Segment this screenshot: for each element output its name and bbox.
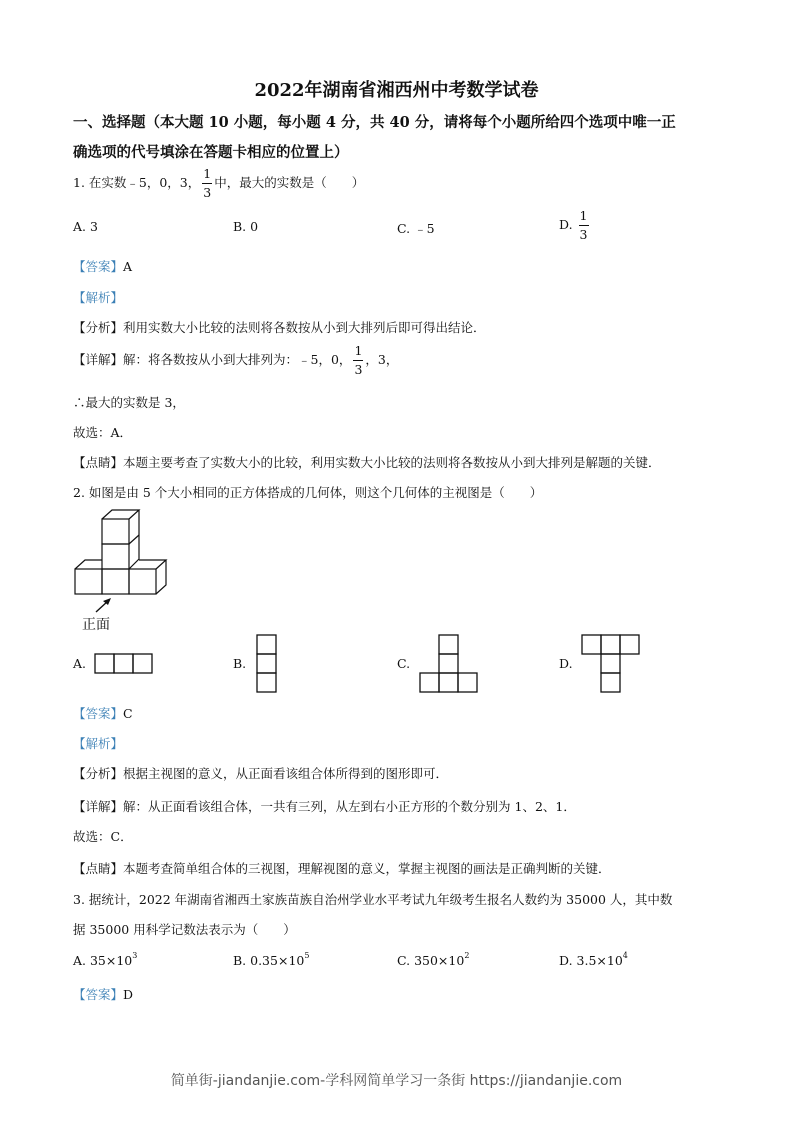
- q1-stem-text-after: 中，最大的实数是（ ）: [214, 175, 365, 190]
- q2-option-c-figure: [419, 634, 481, 696]
- q2-option-a-figure: [94, 653, 156, 675]
- q1-option-c: C. ﹣5: [397, 221, 435, 236]
- q3-option-d: D. $3.5\times 10^4$: [559, 951, 628, 968]
- q2-option-d-label: D.: [559, 656, 573, 671]
- q1-fenxi: 【分析】利用实数大小比较的法则将各数按从小到大排列后即可得出结论．: [73, 320, 486, 335]
- section-heading-line1: 一、选择题（本大题 10 小题，每小题 4 分，共 40 分，请将每个小题所给四个选项中唯一正: [73, 114, 676, 131]
- footer-watermark: 简单街-jiandanjie.com-学科网简单学习一条街 https://jiandanjie.com: [170, 1073, 623, 1089]
- page-title: 2022年湖南省湘西州中考数学试卷: [254, 80, 539, 101]
- q2-option-b-figure: [256, 634, 280, 696]
- q1-choice: 故选：A．: [73, 425, 133, 440]
- q2-analysis-label: 【解析】: [73, 736, 124, 751]
- q2-option-d-figure: [581, 634, 643, 696]
- q2-stem: 2. 如图是由 5 个大小相同的正方体搭成的几何体，则这个几何体的主视图是（ ）: [73, 485, 543, 500]
- cube-figure: [70, 505, 180, 615]
- q2-option-b-label: B.: [233, 656, 247, 671]
- q3-answer: 【答案】D: [73, 987, 134, 1002]
- section-heading-line2: 确选项的代号填涂在答题卡相应的位置上）: [73, 144, 349, 161]
- q3-option-b: B. $0.35\times 10^5$: [233, 951, 310, 968]
- q1-option-d: D. $\frac{1}{3}$: [559, 208, 588, 242]
- q2-xiangjie: 【详解】解：从正面看该组合体，一共有三列，从左到右小正方形的个数分别为 1、2、1．: [73, 799, 576, 814]
- q1-stem: [73, 168, 364, 199]
- q3-option-a: A. $35\times 10^3$: [73, 951, 138, 968]
- q2-fenxi: 【分析】根据主视图的意义，从正面看该组合体所得到的图形即可．: [73, 766, 449, 781]
- q3-stem-line1: 3. 据统计，2022 年湖南省湘西土家族苗族自治州学业水平考试九年级考生报名人数约为 35000 人，其中数: [73, 892, 673, 907]
- q3-stem-line2: 据 35000 用科学记数法表示为（ ）: [73, 922, 296, 937]
- q2-option-c-label: C.: [397, 656, 411, 671]
- figure-label-front: 正面: [82, 617, 110, 633]
- q1-analysis-label: 【解析】: [73, 290, 124, 305]
- q1-answer: 【答案】A: [73, 259, 133, 274]
- q2-dianjing: 【点睛】本题考查简单组合体的三视图，理解视图的意义，掌握主视图的画法是正确判断的关键．: [73, 861, 611, 876]
- q3-option-c: C. $350\times 10^2$: [397, 951, 470, 968]
- fraction: $\frac{1}{3}$: [203, 166, 212, 200]
- q1-option-b: B. 0: [233, 219, 259, 234]
- q2-option-a-label: A.: [73, 656, 87, 671]
- q1-stem-text: 1. 在实数﹣5，0，3，: [73, 175, 201, 190]
- q1-option-a: A. 3: [73, 219, 98, 234]
- q1-xiangjie: 【详解】解：将各数按从小到大排列为：﹣5，0， $\frac{1}{3}$ ，3，: [73, 343, 399, 377]
- q1-conclusion: ∴最大的实数是 3，: [73, 395, 185, 410]
- q2-choice: 故选：C．: [73, 829, 133, 844]
- q1-dianjing: 【点睛】本题主要考查了实数大小的比较，利用实数大小比较的法则将各数按从小到大排列是解题的关键．: [73, 455, 661, 470]
- q2-answer: 【答案】C: [73, 706, 133, 721]
